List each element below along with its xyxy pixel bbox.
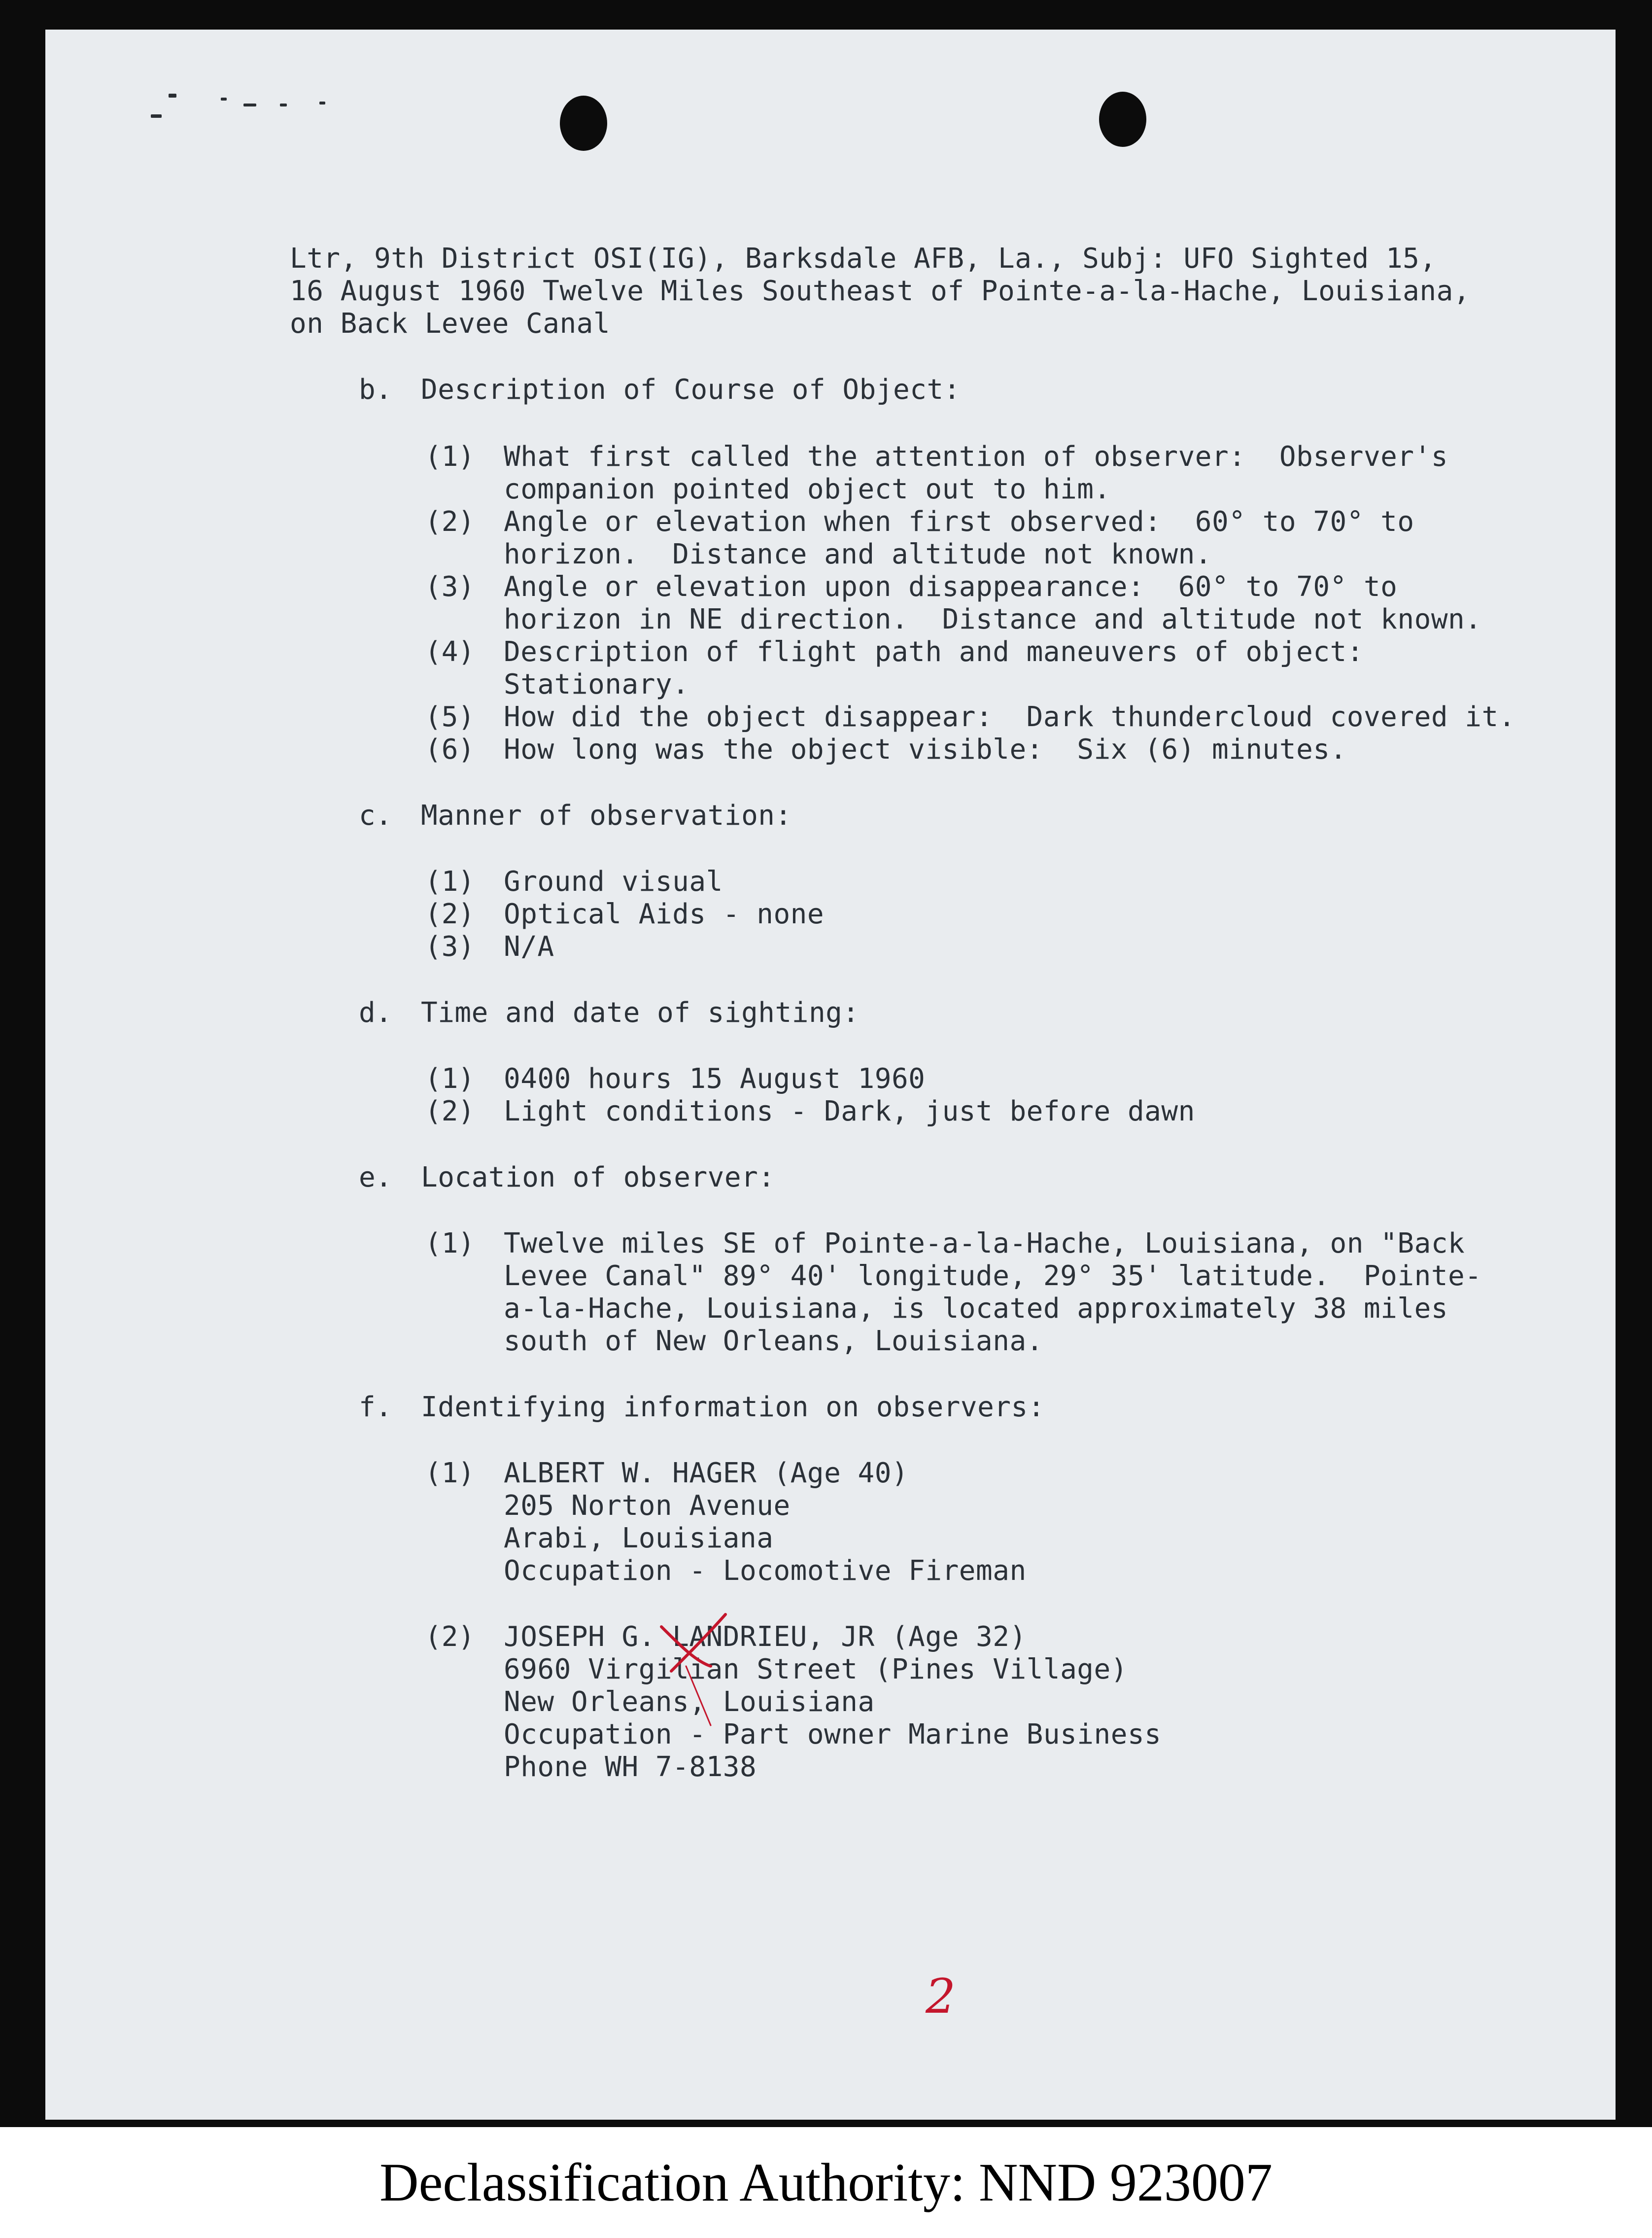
item-number: (5) [425,701,475,733]
section-e-letter: e. [359,1161,392,1193]
item-number: (3) [425,931,475,963]
list-item-line: Light conditions - Dark, just before dawn [504,1095,1195,1127]
section-f-letter: f. [359,1391,392,1423]
list-item-line: south of New Orleans, Louisiana. [504,1325,1043,1357]
list-item-line: Ground visual [504,866,723,898]
punch-hole-right [1099,92,1146,147]
list-item-line: Twelve miles SE of Pointe-a-la-Hache, Louisiana, on "Back [504,1227,1465,1259]
declassification-footer: Declassification Authority: NND 923007 [379,2152,1273,2212]
list-item-line: Optical Aids - none [504,898,825,930]
list-item-line: Levee Canal" 89° 40' longitude, 29° 35' latitude. Pointe- [504,1260,1482,1292]
list-item-line: a-la-Hache, Louisiana, is located approximately 38 miles [504,1293,1448,1325]
observer-line: 6960 Virgilian Street (Pines Village) [504,1653,1128,1685]
list-item-line: What first called the attention of observer: Observer's [504,441,1448,473]
scan-speck [221,98,227,101]
section-c-title: Manner of observation: [421,800,792,832]
section-d-letter: d. [359,997,392,1029]
scan-speck [280,104,287,106]
scan-speck [169,94,176,98]
list-item-line: How long was the object visible: Six (6) minutes. [504,734,1347,766]
list-item-line: Description of flight path and maneuvers of object: [504,636,1364,668]
item-number: (3) [425,571,475,603]
item-number: (1) [425,1457,475,1489]
observer-line: New Orleans, Louisiana [504,1686,875,1718]
item-number: (4) [425,636,475,668]
scan-speck [151,114,162,118]
item-number: (1) [425,441,475,473]
document-page [45,30,1616,2120]
observer-line: JOSEPH G. LANDRIEU, JR (Age 32) [504,1621,1027,1653]
item-number: (2) [425,1621,475,1653]
list-item-line: Angle or elevation when first observed: 60° to 70° to [504,506,1414,538]
list-item-line: N/A [504,931,554,963]
list-item-line: Stationary. [504,668,689,700]
item-number: (1) [425,866,475,898]
section-e-title: Location of observer: [421,1161,775,1193]
section-c-letter: c. [359,800,392,832]
scan-speck [319,102,325,105]
list-item-line: horizon in NE direction. Distance and altitude not known. [504,603,1482,635]
item-number: (1) [425,1227,475,1259]
observer-line: Phone WH 7-8138 [504,1751,757,1783]
subject-line-2: 16 August 1960 Twelve Miles Southeast of Pointe-a-la-Hache, Louisiana, [290,275,1471,307]
list-item-line: 0400 hours 15 August 1960 [504,1063,926,1095]
section-f-title: Identifying information on observers: [421,1391,1045,1423]
item-number: (1) [425,1063,475,1095]
scan-speck [243,104,256,106]
page-number: 2 [926,1969,956,2024]
item-number: (2) [425,506,475,538]
subject-line-3: on Back Levee Canal [290,308,611,340]
list-item-line: companion pointed object out to him. [504,473,1111,505]
section-b-letter: b. [359,374,392,406]
observer-line: Occupation - Part owner Marine Business [504,1718,1162,1750]
punch-hole-left [560,96,607,151]
observer-line: Occupation - Locomotive Fireman [504,1555,1027,1587]
list-item-line: How did the object disappear: Dark thundercloud covered it. [504,701,1515,733]
red-correction-mark [652,1607,745,1730]
item-number: (6) [425,734,475,766]
item-number: (2) [425,898,475,930]
observer-line: ALBERT W. HAGER (Age 40) [504,1457,909,1489]
list-item-line: Angle or elevation upon disappearance: 60° to 70° to [504,571,1398,603]
section-b-title: Description of Course of Object: [421,374,961,406]
observer-line: 205 Norton Avenue [504,1490,791,1522]
section-d-title: Time and date of sighting: [421,997,860,1029]
subject-line-1: Ltr, 9th District OSI(IG), Barksdale AFB, La., Subj: UFO Sighted 15, [290,243,1437,275]
item-number: (2) [425,1095,475,1127]
observer-line: Arabi, Louisiana [504,1522,774,1554]
list-item-line: horizon. Distance and altitude not known. [504,538,1212,570]
